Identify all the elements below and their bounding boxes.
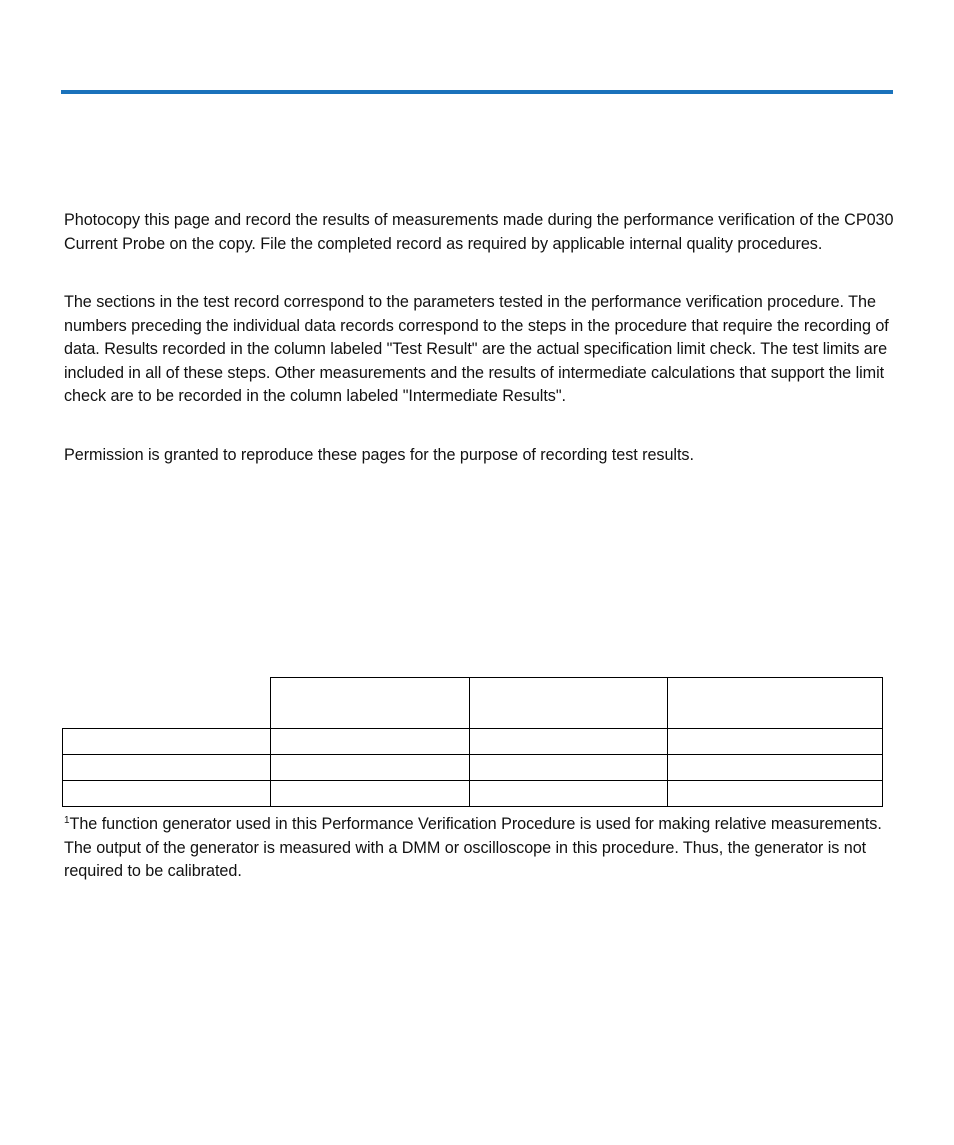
header-rule xyxy=(61,90,893,94)
table-cell xyxy=(63,755,271,781)
table-header-cell xyxy=(271,678,470,729)
table-cell xyxy=(271,729,470,755)
table-cell xyxy=(668,755,883,781)
table-cell xyxy=(470,781,668,807)
table-header-cell xyxy=(470,678,668,729)
table-header-cell xyxy=(63,678,271,729)
footnote xyxy=(64,813,894,884)
table-cell xyxy=(668,781,883,807)
table-cell xyxy=(271,781,470,807)
table-header-cell xyxy=(668,678,883,729)
table-row xyxy=(63,755,883,781)
intro-paragraph-permission: Permission is granted to reproduce these pages for the purpose of recording test results. xyxy=(64,446,694,464)
footnote-marker: 1 xyxy=(64,815,70,826)
table-cell xyxy=(470,755,668,781)
footnote-text: The function generator used in this Performance Verification Procedure is used for making relative measurements. The output of the generator is measured with a DMM or oscilloscope in this procedure. Thus, the generator is not required to be calibrated. xyxy=(64,815,882,881)
table-cell xyxy=(470,729,668,755)
intro-paragraph-sections: The sections in the test record correspond to the parameters tested in the performance verification procedure. The numbers preceding the individual data records correspond to the steps in the procedure that require the recording of data. Results recorded in the column labeled "Test Result" are the actual specification limit check. The test limits are included in all of these steps. Other measurements and the results of intermediate calculations that support the limit check are to be recorded in the column labeled "Intermediate Results". xyxy=(64,293,889,406)
intro-paragraph-photocopy: Photocopy this page and record the results of measurements made during the performance verification of the CP030 Current Probe on the copy. File the completed record as required by applicable internal quality procedures. xyxy=(64,211,894,253)
table-header-row xyxy=(63,678,883,729)
table-cell xyxy=(668,729,883,755)
table-cell xyxy=(63,781,271,807)
table-row xyxy=(63,781,883,807)
table-cell xyxy=(63,729,271,755)
table-cell xyxy=(271,755,470,781)
equipment-record-table xyxy=(62,677,883,807)
table-row xyxy=(63,729,883,755)
